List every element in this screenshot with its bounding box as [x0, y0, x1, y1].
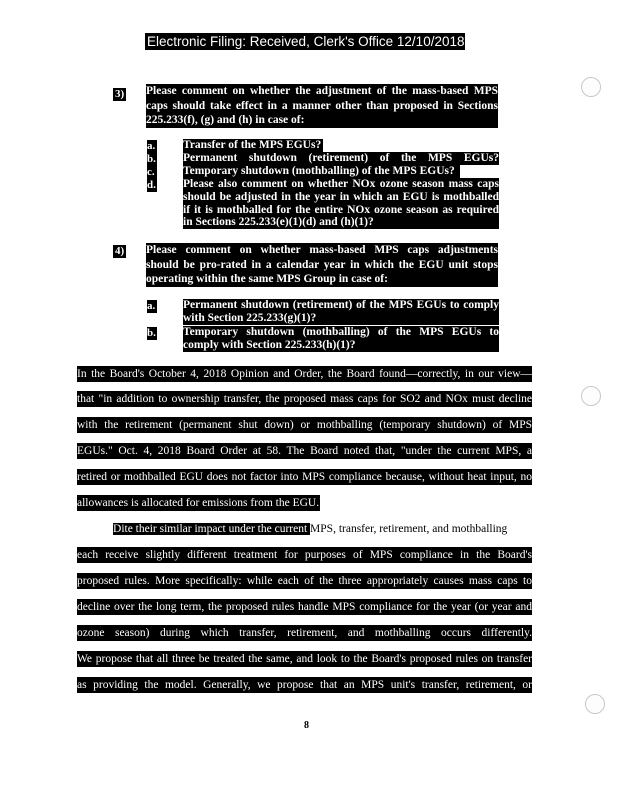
body-fragment: D: [113, 523, 122, 535]
body-line: as providing the model. Generally, we propose that an MPS unit's transfer, retirement, or: [77, 679, 532, 691]
body-line: In the Board's October 4, 2018 Opinion and Order, the Board found—correctly, in our view—: [77, 368, 532, 380]
item-letter: b.: [147, 153, 156, 165]
body-line: retired or mothballed EGU does not factor into MPS compliance because, without heat input, no: [77, 471, 532, 483]
item-line: Transfer of the MPS EGUs?: [183, 139, 322, 151]
item-line: should be adjusted in the year in which an EGU is mothballed: [183, 190, 499, 203]
item-text: [183, 326, 499, 352]
body-line: allowances is allocated for emissions from the EGU." Id. at 59.: [77, 497, 368, 509]
question-line: caps should take effect in a manner other than proposed in Sections: [146, 99, 498, 112]
question-line: operating within the same MPS Group in case of:: [146, 273, 388, 286]
item-line: Temporary shutdown (mothballing) of the MPS EGUs to: [183, 326, 499, 338]
question-line: Please comment on whether the adjustment of the mass-based MPS: [146, 85, 498, 97]
question-line: Please comment on whether mass-based MPS caps adjustments: [146, 244, 498, 256]
item-line: comply with Section 225.233(h)(1)?: [183, 338, 356, 351]
body-fragment: MPS, transfer, retirement, and mothballing: [310, 523, 508, 535]
item-text: [183, 152, 499, 165]
question-number: 4): [115, 245, 125, 257]
item-text: [183, 178, 499, 229]
item-line: with Section 225.233(g)(1)?: [183, 311, 317, 324]
question-line: should be pro-rated in a calendar year in which the EGU unit stops: [146, 258, 498, 271]
item-text: [183, 299, 499, 325]
question-4-text: [146, 243, 498, 287]
body-line: [113, 521, 533, 537]
body-line: EGUs." Oct. 4, 2018 Board Order at 58. The Board noted that, "under the current MPS, a: [77, 445, 532, 457]
item-letter: a.: [147, 140, 156, 152]
item-letter: c.: [147, 166, 157, 179]
item-letter: b.: [147, 327, 156, 339]
body-line: We propose that all three be treated the same, and look to the Board's proposed rules on transfer: [77, 653, 532, 665]
body-line: each receive slightly different treatment for purposes of MPS compliance in the Board's: [77, 549, 532, 561]
electronic-filing-stamp: Electronic Filing: Received, Clerk's Office 12/10/2018: [147, 34, 465, 49]
punch-hole: [585, 694, 605, 714]
item-line: Permanent shutdown (retirement) of the MPS EGUs to comply: [183, 299, 499, 311]
item-letter: d.: [147, 179, 156, 191]
item-line: if it is mothballed for the entire NOx ozone season as required: [183, 203, 499, 216]
body-line: decline over the long term, the proposed rules handle MPS compliance for the year (or year and: [77, 601, 532, 613]
body-fragment: ite their similar impact under the current: [121, 523, 311, 535]
item-line: Permanent shutdown (retirement) of the MPS EGUs?: [183, 152, 499, 164]
page-number: 8: [304, 720, 309, 731]
body-line: that "in addition to ownership transfer, the proposed mass caps for SO2 and NOx must decline: [77, 393, 532, 405]
body-line: proposed rules. More specifically: while each of the three appropriately causes mass caps to: [77, 575, 532, 587]
punch-hole: [581, 77, 601, 97]
question-number: 3): [115, 88, 125, 100]
item-text: [183, 139, 323, 152]
item-line: in Sections 225.233(e)(1)(d) and (h)(1)?: [183, 216, 374, 229]
item-letter: a.: [147, 300, 156, 312]
body-line: with the retirement (permanent shut down) or mothballing (temporary shutdown) of MPS: [77, 419, 532, 431]
question-line: 225.233(f), (g) and (h) in case of:: [146, 114, 305, 127]
item-line: Please also comment on whether NOx ozone season mass caps: [183, 178, 499, 190]
item-text: [183, 165, 460, 178]
item-line: Temporary shutdown (mothballing) of the MPS EGUs?: [183, 165, 455, 177]
body-line: ozone season) during which transfer, retirement, and mothballing occurs differently.: [77, 627, 532, 639]
punch-hole: [581, 386, 601, 406]
question-3-text: [146, 84, 498, 128]
